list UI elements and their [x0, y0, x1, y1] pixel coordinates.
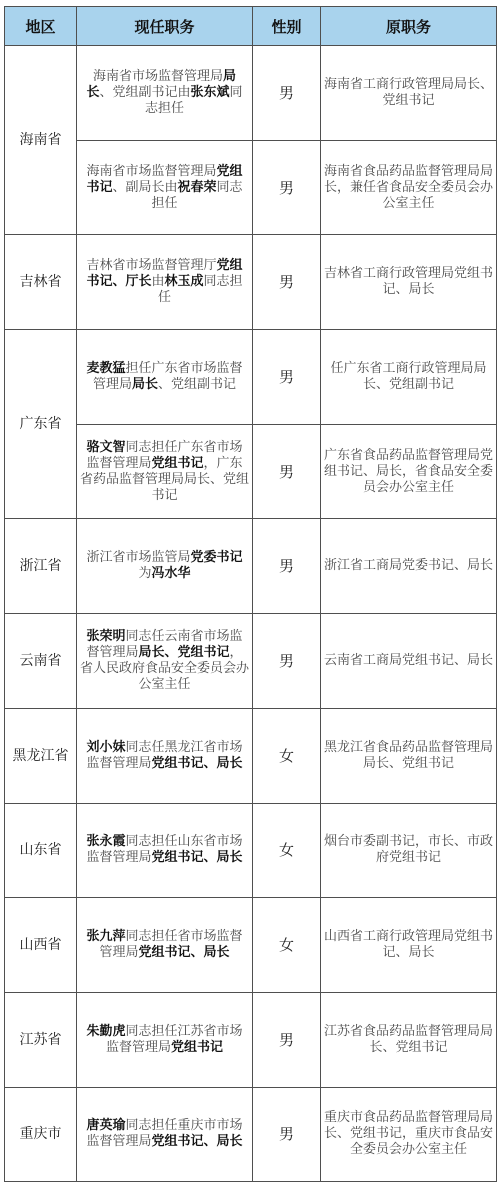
- plain-text: 由: [151, 274, 165, 290]
- current-position-cell: [77, 140, 253, 235]
- region-cell: 江苏省: [5, 992, 77, 1087]
- highlight-text: 张永霞: [86, 834, 126, 850]
- plain-text: 同志担任省市场监督管理局: [99, 929, 243, 961]
- current-position-cell: [77, 235, 253, 330]
- plain-text: 、党组副书记由: [99, 84, 191, 100]
- highlight-text: 党组书记、局长: [151, 755, 243, 771]
- plain-text: 同志担任重庆市市场监督管理局: [86, 1118, 243, 1150]
- highlight-text: 党组书记、局长: [151, 1134, 243, 1150]
- previous-position-cell: 浙江省工商局党委书记、局长: [321, 519, 497, 614]
- current-position-cell: [77, 803, 253, 898]
- region-cell: 海南省: [5, 46, 77, 235]
- previous-position-cell: 任广东省工商行政管理局局长、党组副书记: [321, 330, 497, 425]
- previous-position-cell: 山西省工商行政管理局党组书记、局长: [321, 898, 497, 993]
- plain-text: 同志担任江苏省市场监督管理局: [105, 1023, 243, 1055]
- region-cell: 重庆市: [5, 1087, 77, 1182]
- highlight-text: 局长: [86, 68, 237, 100]
- highlight-text: 党组书记、厅长: [86, 258, 243, 290]
- highlight-text: 党委书记: [190, 550, 243, 566]
- header-previous-position: 原职务: [321, 7, 497, 46]
- table-body: [5, 46, 497, 1182]
- gender-cell: 女: [253, 803, 321, 898]
- current-position-cell: [77, 519, 253, 614]
- gender-cell: 男: [253, 140, 321, 235]
- highlight-text: 张荣明: [86, 628, 126, 644]
- header-row: [5, 7, 497, 46]
- plain-text: 吉林省市场监督管理厅: [86, 258, 217, 274]
- plain-text: 、副局长由: [112, 179, 178, 195]
- gender-cell: 男: [253, 235, 321, 330]
- gender-cell: 男: [253, 614, 321, 709]
- highlight-text: 张东斌: [190, 84, 230, 100]
- current-position-cell: [77, 1087, 253, 1182]
- highlight-text: 唐英瑜: [86, 1118, 126, 1134]
- highlight-text: 党组书记、局长: [151, 850, 243, 866]
- region-cell: 云南省: [5, 614, 77, 709]
- table-row: [5, 424, 497, 519]
- highlight-text: 祝春荣: [177, 179, 217, 195]
- previous-position-cell: 江苏省食品药品监督管理局局长、党组书记: [321, 992, 497, 1087]
- highlight-text: 骆文智: [86, 439, 126, 455]
- previous-position-cell: 吉林省工商行政管理局党组书记、局长: [321, 235, 497, 330]
- gender-cell: 男: [253, 46, 321, 141]
- gender-cell: 男: [253, 1087, 321, 1182]
- plain-text: 同志担任广东省市场监督管理局: [86, 439, 243, 471]
- plain-text: 、党组副书记: [158, 376, 237, 392]
- current-position-cell: [77, 614, 253, 709]
- previous-position-cell: 海南省食品药品监督管理局局长，兼任省食品安全委员会办公室主任: [321, 140, 497, 235]
- plain-text: 同志担任: [144, 84, 243, 116]
- gender-cell: 男: [253, 424, 321, 519]
- highlight-text: 党组书记: [151, 455, 204, 471]
- highlight-text: 麦教猛: [86, 360, 126, 376]
- table-row: [5, 992, 497, 1087]
- gender-cell: 女: [253, 898, 321, 993]
- current-position-cell: [77, 330, 253, 425]
- table-row: [5, 708, 497, 803]
- region-cell: 浙江省: [5, 519, 77, 614]
- highlight-text: 党组书记: [171, 1039, 224, 1055]
- previous-position-cell: 重庆市食品药品监督管理局局长、党组书记，重庆市食品安全委员会办公室主任: [321, 1087, 497, 1182]
- header-gender: 性别: [253, 7, 321, 46]
- table-row: [5, 235, 497, 330]
- table-row: [5, 519, 497, 614]
- highlight-text: 党组书记: [86, 163, 243, 195]
- table-row: [5, 1087, 497, 1182]
- region-cell: 山西省: [5, 898, 77, 993]
- plain-text: 海南省市场监督管理局: [86, 163, 217, 179]
- plain-text: 海南省市场监督管理局: [92, 68, 223, 84]
- highlight-text: 党组书记、局长: [138, 945, 230, 961]
- table-row: [5, 46, 497, 141]
- previous-position-cell: 广东省食品药品监督管理局党组书记、局长，省食品安全委员会办公室主任: [321, 424, 497, 519]
- header-current-position: 现任职务: [77, 7, 253, 46]
- highlight-text: 局长、党组书记: [138, 644, 230, 660]
- highlight-text: 局长: [131, 376, 158, 392]
- highlight-text: 林玉成: [164, 274, 204, 290]
- highlight-text: 张九萍: [86, 929, 126, 945]
- plain-text: 为: [138, 566, 152, 582]
- previous-position-cell: 黑龙江省食品药品监督管理局局长、党组书记: [321, 708, 497, 803]
- table-row: [5, 140, 497, 235]
- current-position-cell: [77, 992, 253, 1087]
- current-position-cell: [77, 898, 253, 993]
- plain-text: 同志担任山东省市场监督管理局: [86, 834, 243, 866]
- previous-position-cell: 海南省工商行政管理局局长、党组书记: [321, 46, 497, 141]
- table-row: [5, 614, 497, 709]
- plain-text: 同志担任: [151, 179, 243, 211]
- plain-text: 同志任云南省市场监督管理局: [86, 628, 243, 660]
- table-row: [5, 803, 497, 898]
- region-cell: 黑龙江省: [5, 708, 77, 803]
- gender-cell: 男: [253, 519, 321, 614]
- plain-text: ，省人民政府食品安全委员会办公室主任: [80, 644, 250, 692]
- region-cell: 吉林省: [5, 235, 77, 330]
- previous-position-cell: 烟台市委副书记，市长、市政府党组书记: [321, 803, 497, 898]
- gender-cell: 男: [253, 330, 321, 425]
- highlight-text: 朱勤虎: [86, 1023, 126, 1039]
- current-position-cell: [77, 708, 253, 803]
- current-position-cell: [77, 424, 253, 519]
- gender-cell: 男: [253, 992, 321, 1087]
- plain-text: 担任广东省市场监督管理局: [92, 360, 243, 392]
- plain-text: 同志担任: [157, 274, 243, 306]
- plain-text: ，广东省药品监督管理局局长、党组书记: [80, 455, 250, 503]
- plain-text: 同志任黑龙江省市场监督管理局: [86, 739, 243, 771]
- previous-position-cell: 云南省工商局党组书记、局长: [321, 614, 497, 709]
- region-cell: 广东省: [5, 330, 77, 519]
- table-row: [5, 898, 497, 993]
- highlight-text: 冯水华: [151, 566, 191, 582]
- plain-text: 浙江省市场监管局: [86, 550, 191, 566]
- current-position-cell: [77, 46, 253, 141]
- table-row: [5, 330, 497, 425]
- highlight-text: 刘小妹: [86, 739, 126, 755]
- region-cell: 山东省: [5, 803, 77, 898]
- gender-cell: 女: [253, 708, 321, 803]
- header-region: 地区: [5, 7, 77, 46]
- appointments-table: [4, 6, 497, 1182]
